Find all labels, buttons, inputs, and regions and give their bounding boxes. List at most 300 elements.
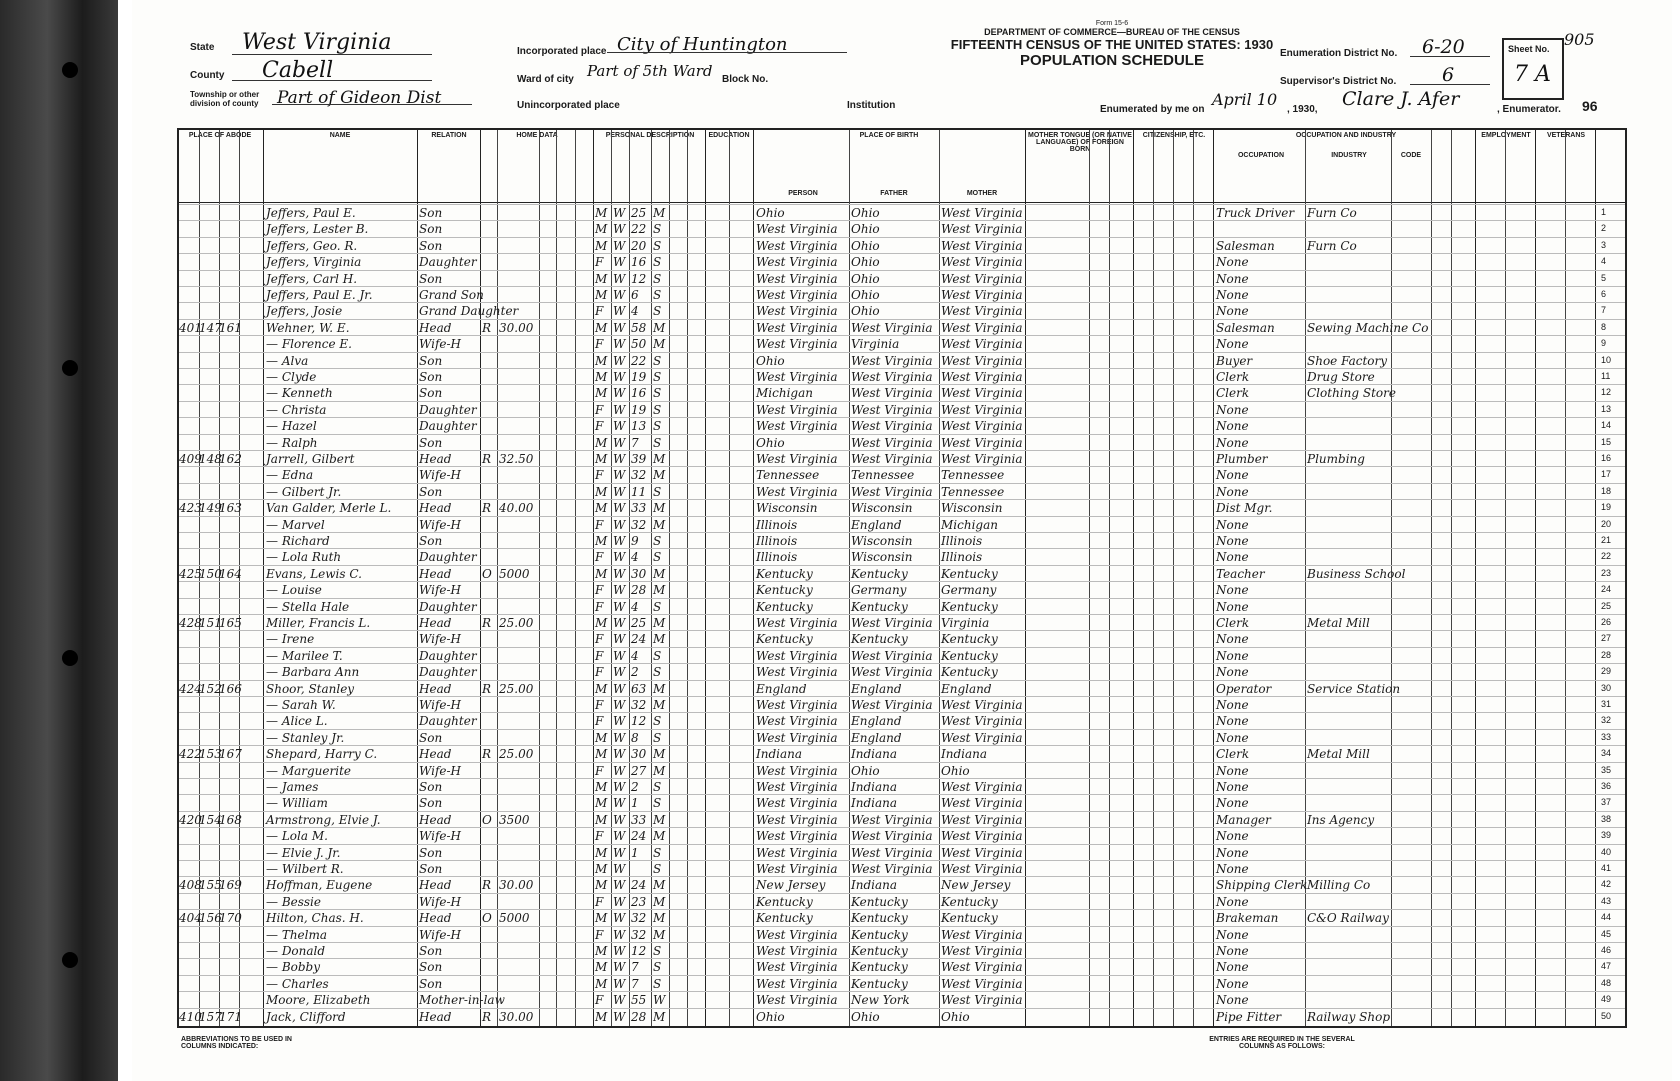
- marital-cell: S: [653, 648, 662, 663]
- home-value-cell: 25.00: [499, 747, 534, 762]
- relation-cell: Daughter: [419, 599, 477, 614]
- relation-cell: Daughter: [419, 714, 477, 729]
- home-owned-cell: R: [482, 501, 492, 516]
- relation-cell: Daughter: [419, 402, 477, 417]
- relation-cell: Daughter: [419, 550, 477, 565]
- line-number: 46: [1601, 945, 1612, 955]
- mother-birthplace-cell: Wisconsin: [941, 501, 1003, 516]
- state-underline: [232, 54, 432, 55]
- family-number-cell: 164: [219, 566, 242, 581]
- age-cell: 33: [631, 812, 647, 827]
- relation-cell: Head: [419, 1009, 452, 1024]
- binding-strip: [0, 0, 118, 1081]
- race-cell: W: [613, 222, 626, 237]
- relation-cell: Son: [419, 796, 443, 811]
- birthplace-cell: West Virginia: [756, 320, 838, 335]
- industry-cell: Furn Co: [1307, 206, 1357, 220]
- group-personal: PERSONAL DESCRIPTION: [605, 132, 695, 139]
- age-cell: 24: [631, 829, 647, 844]
- father-birthplace-cell: Kentucky: [851, 894, 908, 909]
- marital-cell: S: [653, 714, 662, 729]
- line-number: 10: [1601, 354, 1612, 365]
- marital-cell: M: [653, 566, 666, 581]
- line-number: 11: [1601, 371, 1611, 381]
- table-row: [179, 319, 1625, 336]
- name-cell: Wehner, W. E.: [266, 320, 350, 335]
- house-number-cell: 155: [199, 878, 222, 893]
- line-number: 17: [1601, 469, 1612, 480]
- name-cell: Miller, Francis L.: [266, 616, 371, 630]
- mother-birthplace-cell: West Virginia: [941, 862, 1023, 876]
- mother-birthplace-cell: West Virginia: [941, 288, 1023, 302]
- age-cell: 7: [631, 435, 639, 450]
- table-row: [179, 368, 1625, 385]
- relation-cell: Son: [419, 862, 443, 876]
- line-number: 45: [1601, 928, 1612, 939]
- street-number-cell: 409: [179, 452, 202, 466]
- marital-cell: W: [653, 993, 666, 1008]
- age-cell: 22: [631, 353, 647, 368]
- age-cell: 32: [631, 927, 647, 942]
- punch-hole: [62, 62, 78, 78]
- age-cell: 2: [631, 665, 639, 680]
- occupation-cell: Clerk: [1216, 370, 1250, 384]
- street-number-cell: 424: [179, 681, 202, 696]
- occupation-cell: Clerk: [1216, 386, 1250, 401]
- table-row: [179, 893, 1625, 910]
- group-birth: PLACE OF BIRTH: [859, 132, 919, 139]
- sex-cell: M: [595, 1009, 608, 1024]
- home-owned-cell: R: [482, 681, 492, 696]
- name-cell: Jack, Clifford: [266, 1009, 346, 1024]
- race-cell: W: [613, 681, 626, 696]
- enumerator-name: Clare J. Afer: [1342, 88, 1460, 110]
- father-birthplace-cell: West Virginia: [851, 616, 933, 630]
- table-row: [179, 204, 1625, 221]
- marital-cell: M: [653, 337, 666, 352]
- race-cell: W: [613, 238, 626, 253]
- mother-birthplace-cell: West Virginia: [941, 845, 1023, 860]
- age-cell: 39: [631, 452, 647, 466]
- sex-cell: M: [595, 845, 608, 860]
- age-cell: 9: [631, 534, 639, 548]
- race-cell: W: [613, 944, 626, 958]
- relation-cell: Wife-H: [419, 894, 462, 909]
- home-value-cell: 25.00: [499, 616, 534, 630]
- home-owned-cell: R: [482, 616, 492, 630]
- table-row: [179, 548, 1625, 565]
- table-row: [179, 909, 1625, 926]
- race-cell: W: [613, 862, 626, 876]
- relation-cell: Wife-H: [419, 927, 462, 942]
- home-value-cell: 30.00: [499, 878, 534, 893]
- father-birthplace-cell: West Virginia: [851, 386, 933, 401]
- birthplace-cell: West Virginia: [756, 238, 838, 253]
- age-cell: 7: [631, 976, 639, 991]
- mother-birthplace-cell: Kentucky: [941, 599, 998, 614]
- table-row: [179, 466, 1625, 483]
- table-row: [179, 237, 1625, 254]
- father-birthplace-cell: Ohio: [851, 288, 880, 302]
- race-cell: W: [613, 386, 626, 401]
- relation-cell: Wife-H: [419, 632, 462, 647]
- occupation-cell: None: [1216, 780, 1249, 794]
- name-cell: Jeffers, Josie: [266, 304, 343, 319]
- relation-cell: Son: [419, 534, 443, 548]
- house-number-cell: 154: [199, 812, 222, 827]
- sex-cell: F: [595, 632, 604, 647]
- table-row: [179, 483, 1625, 500]
- name-cell: Jeffers, Carl H.: [266, 271, 358, 286]
- home-value-cell: 32.50: [499, 452, 534, 466]
- sex-cell: M: [595, 484, 608, 499]
- table-row: [179, 352, 1625, 369]
- occupation-cell: None: [1216, 271, 1249, 286]
- father-birthplace-cell: Kentucky: [851, 960, 908, 975]
- father-birthplace-cell: West Virginia: [851, 452, 933, 466]
- line-number: 14: [1601, 420, 1612, 431]
- family-number-cell: 168: [219, 812, 242, 827]
- age-cell: 7: [631, 960, 639, 975]
- punch-hole: [62, 360, 78, 376]
- marital-cell: S: [653, 435, 662, 450]
- sex-cell: M: [595, 452, 608, 466]
- birthplace-cell: West Virginia: [756, 993, 838, 1008]
- line-number: 23: [1601, 567, 1612, 578]
- line-number: 26: [1601, 617, 1612, 627]
- father-birthplace-cell: Kentucky: [851, 927, 908, 942]
- marital-cell: S: [653, 960, 662, 975]
- name-cell: — Marilee T.: [266, 648, 343, 663]
- race-cell: W: [613, 993, 626, 1008]
- occupation-cell: None: [1216, 944, 1249, 958]
- mother-birthplace-cell: West Virginia: [941, 435, 1023, 450]
- name-cell: — Stanley Jr.: [266, 730, 345, 745]
- age-cell: 27: [631, 763, 647, 778]
- group-citizenship: CITIZENSHIP, ETC.: [1142, 132, 1206, 139]
- marital-cell: M: [653, 812, 666, 827]
- marital-cell: S: [653, 402, 662, 417]
- marital-cell: S: [653, 730, 662, 745]
- mother-birthplace-cell: West Virginia: [941, 320, 1023, 335]
- name-cell: — Marguerite: [266, 763, 352, 778]
- home-value-cell: 30.00: [499, 1009, 534, 1024]
- name-cell: — Gilbert Jr.: [266, 484, 342, 499]
- race-cell: W: [613, 911, 626, 926]
- table-row: [179, 565, 1625, 582]
- census-sheet: [132, 0, 1672, 1081]
- street-number-cell: 425: [179, 566, 202, 581]
- mother-birthplace-cell: West Virginia: [941, 255, 1023, 270]
- marital-cell: M: [653, 763, 666, 778]
- supervisor-label: Supervisor's District No.: [1280, 76, 1397, 87]
- marital-cell: S: [653, 484, 662, 499]
- father-birthplace-cell: England: [851, 517, 902, 532]
- father-birthplace-cell: Ohio: [851, 1009, 880, 1024]
- birthplace-cell: West Virginia: [756, 419, 838, 434]
- sex-cell: M: [595, 566, 608, 581]
- father-birthplace-cell: Kentucky: [851, 632, 908, 647]
- street-number-cell: 408: [179, 878, 202, 893]
- sex-cell: M: [595, 501, 608, 516]
- mother-birthplace-cell: Tennessee: [941, 468, 1005, 483]
- age-cell: 11: [631, 484, 647, 499]
- relation-cell: Son: [419, 976, 443, 991]
- birthplace-cell: Tennessee: [756, 468, 820, 483]
- relation-cell: Head: [419, 681, 452, 696]
- home-value-cell: 3500: [499, 812, 530, 827]
- marital-cell: S: [653, 599, 662, 614]
- table-row: [179, 696, 1625, 713]
- occupation-cell: Manager: [1216, 812, 1271, 827]
- block-label: Block No.: [722, 74, 769, 85]
- birthplace-cell: Ohio: [756, 353, 785, 368]
- father-birthplace-cell: Ohio: [851, 255, 880, 270]
- race-cell: W: [613, 517, 626, 532]
- race-cell: W: [613, 1009, 626, 1024]
- relation-cell: Son: [419, 238, 443, 253]
- state-value: West Virginia: [242, 30, 392, 55]
- line-number: 27: [1601, 633, 1612, 644]
- age-cell: 6: [631, 288, 639, 302]
- name-cell: Jeffers, Paul E.: [266, 206, 356, 220]
- father-birthplace-cell: Indiana: [851, 796, 898, 811]
- race-cell: W: [613, 271, 626, 286]
- race-cell: W: [613, 845, 626, 860]
- sex-cell: F: [595, 304, 604, 319]
- header-divider: [179, 202, 1625, 203]
- relation-cell: Son: [419, 780, 443, 794]
- race-cell: W: [613, 780, 626, 794]
- line-number: 48: [1601, 977, 1612, 988]
- family-number-cell: 169: [219, 878, 242, 893]
- age-cell: 32: [631, 911, 647, 926]
- occupation-cell: Operator: [1216, 681, 1272, 696]
- race-cell: W: [613, 812, 626, 827]
- enumerated-label: Enumerated by me on: [1100, 104, 1205, 115]
- incorporated-underline: [607, 52, 847, 53]
- father-birthplace-cell: West Virginia: [851, 812, 933, 827]
- table-row: [179, 450, 1625, 467]
- occupation-cell: Buyer: [1216, 353, 1253, 368]
- birthplace-cell: West Virginia: [756, 780, 838, 794]
- age-cell: 12: [631, 271, 647, 286]
- race-cell: W: [613, 288, 626, 302]
- marital-cell: M: [653, 927, 666, 942]
- father-birthplace-cell: West Virginia: [851, 320, 933, 335]
- birthplace-cell: West Virginia: [756, 370, 838, 384]
- name-cell: Shepard, Harry C.: [266, 747, 378, 762]
- relation-cell: Daughter: [419, 419, 477, 434]
- age-cell: 23: [631, 894, 647, 909]
- father-birthplace-cell: Ohio: [851, 206, 880, 220]
- marital-cell: M: [653, 583, 666, 598]
- sex-cell: M: [595, 681, 608, 696]
- marital-cell: S: [653, 353, 662, 368]
- table-row: [179, 712, 1625, 729]
- marital-cell: S: [653, 255, 662, 270]
- footer-instructions: [177, 1030, 1627, 1070]
- relation-cell: Son: [419, 435, 443, 450]
- line-number: 25: [1601, 600, 1612, 611]
- occupation-cell: Plumber: [1216, 452, 1268, 466]
- father-birthplace-cell: Germany: [851, 583, 907, 598]
- race-cell: W: [613, 255, 626, 270]
- table-row: [179, 762, 1625, 779]
- father-birthplace-cell: Wisconsin: [851, 550, 913, 565]
- relation-cell: Wife-H: [419, 829, 462, 844]
- race-cell: W: [613, 566, 626, 581]
- occupation-cell: None: [1216, 763, 1249, 778]
- street-number-cell: 404: [179, 911, 202, 926]
- township-label: Township or other division of county: [190, 90, 260, 108]
- birthplace-cell: West Virginia: [756, 812, 838, 827]
- occupation-cell: None: [1216, 288, 1249, 302]
- relation-cell: Grand Son: [419, 288, 484, 302]
- relation-cell: Son: [419, 206, 443, 220]
- street-number-cell: 401: [179, 320, 202, 335]
- birthplace-cell: West Virginia: [756, 452, 838, 466]
- abbreviations-heading: ABBREVIATIONS TO BE USED IN COLUMNS INDICATED:: [181, 1036, 292, 1050]
- title-block: [872, 20, 1352, 69]
- occupation-cell: None: [1216, 435, 1249, 450]
- entries-heading: ENTRIES ARE REQUIRED IN THE SEVERAL COLUMNS AS FOLLOWS:: [1209, 1036, 1355, 1050]
- line-number: 1: [1601, 207, 1607, 217]
- marital-cell: S: [653, 550, 662, 565]
- race-cell: W: [613, 550, 626, 565]
- form-number: Form 15-6: [1095, 20, 1129, 27]
- birthplace-cell: Kentucky: [756, 583, 813, 598]
- schedule-title: POPULATION SCHEDULE: [1020, 52, 1204, 69]
- age-cell: 22: [631, 222, 647, 237]
- occupation-cell: None: [1216, 304, 1249, 319]
- table-row: [179, 417, 1625, 434]
- age-cell: 2: [631, 780, 639, 794]
- family-number-cell: 162: [219, 452, 242, 466]
- birth-mother: MOTHER: [966, 190, 998, 197]
- mother-birthplace-cell: West Virginia: [941, 206, 1023, 220]
- race-cell: W: [613, 501, 626, 516]
- age-cell: 63: [631, 681, 647, 696]
- occupation-cell: Shipping Clerk: [1216, 878, 1308, 893]
- name-cell: — Florence E.: [266, 337, 352, 352]
- family-number-cell: 170: [219, 911, 242, 926]
- occupation-cell: None: [1216, 927, 1249, 942]
- table-row: [179, 302, 1625, 319]
- table-row: [179, 778, 1625, 795]
- age-cell: 32: [631, 468, 647, 483]
- occupation-cell: Clerk: [1216, 747, 1250, 762]
- age-cell: 1: [631, 796, 639, 811]
- race-cell: W: [613, 665, 626, 680]
- family-number-cell: 163: [219, 501, 242, 516]
- father-birthplace-cell: Kentucky: [851, 911, 908, 926]
- occupation-cell: None: [1216, 419, 1249, 434]
- marital-cell: M: [653, 517, 666, 532]
- race-cell: W: [613, 829, 626, 844]
- sex-cell: M: [595, 780, 608, 794]
- line-number: 42: [1601, 879, 1612, 890]
- ward-value: Part of 5th Ward: [587, 62, 713, 80]
- race-cell: W: [613, 452, 626, 466]
- mother-birthplace-cell: West Virginia: [941, 304, 1023, 319]
- birthplace-cell: England: [756, 681, 807, 696]
- marital-cell: S: [653, 271, 662, 286]
- relation-cell: Head: [419, 616, 452, 630]
- page-number: 96: [1582, 98, 1598, 114]
- sex-cell: M: [595, 222, 608, 237]
- enum-district-value: 6-20: [1422, 36, 1465, 58]
- name-cell: — Bobby: [266, 960, 320, 975]
- birthplace-cell: West Virginia: [756, 862, 838, 876]
- age-cell: 33: [631, 501, 647, 516]
- line-number: 49: [1601, 994, 1612, 1005]
- mother-birthplace-cell: Ohio: [941, 763, 970, 778]
- marital-cell: M: [653, 206, 666, 220]
- sex-cell: M: [595, 534, 608, 548]
- name-cell: Armstrong, Elvie J.: [266, 812, 381, 827]
- birthplace-cell: Kentucky: [756, 632, 813, 647]
- sex-cell: M: [595, 976, 608, 991]
- mother-birthplace-cell: England: [941, 681, 992, 696]
- age-cell: 4: [631, 550, 639, 565]
- relation-cell: Son: [419, 730, 443, 745]
- occupation-cell: None: [1216, 862, 1249, 876]
- home-value-cell: 5000: [499, 911, 530, 926]
- street-number-cell: 428: [179, 616, 202, 630]
- line-number: 9: [1601, 338, 1607, 349]
- marital-cell: M: [653, 468, 666, 483]
- occupation-cell: Brakeman: [1216, 911, 1279, 926]
- mother-birthplace-cell: Tennessee: [941, 484, 1005, 499]
- mother-birthplace-cell: West Virginia: [941, 271, 1023, 286]
- marital-cell: M: [653, 501, 666, 516]
- name-cell: — Marvel: [266, 517, 325, 532]
- birthplace-cell: Ohio: [756, 206, 785, 220]
- race-cell: W: [613, 648, 626, 663]
- marital-cell: S: [653, 222, 662, 237]
- relation-cell: Head: [419, 878, 452, 893]
- mother-birthplace-cell: West Virginia: [941, 419, 1023, 434]
- birthplace-cell: Kentucky: [756, 599, 813, 614]
- father-birthplace-cell: West Virginia: [851, 862, 933, 876]
- industry-cell: Clothing Store: [1307, 386, 1396, 401]
- mother-birthplace-cell: Kentucky: [941, 566, 998, 581]
- home-owned-cell: O: [482, 911, 492, 926]
- relation-cell: Head: [419, 452, 452, 466]
- sheet-label: Sheet No.: [1508, 44, 1550, 54]
- father-birthplace-cell: Ohio: [851, 763, 880, 778]
- name-cell: — Edna: [266, 468, 314, 483]
- unincorporated-label: Unincorporated place: [517, 100, 620, 111]
- age-cell: 25: [631, 206, 647, 220]
- occupation-cell: None: [1216, 993, 1249, 1008]
- sex-cell: M: [595, 288, 608, 302]
- birthplace-cell: West Virginia: [756, 763, 838, 778]
- age-cell: 4: [631, 599, 639, 614]
- table-row: [179, 926, 1625, 943]
- house-number-cell: 152: [199, 681, 222, 696]
- race-cell: W: [613, 583, 626, 598]
- relation-cell: Son: [419, 960, 443, 975]
- mother-birthplace-cell: West Virginia: [941, 714, 1023, 729]
- occupation-cell: Teacher: [1216, 566, 1265, 581]
- age-cell: 16: [631, 255, 647, 270]
- relation-cell: Wife-H: [419, 517, 462, 532]
- township-underline: [272, 104, 472, 105]
- name-cell: — James: [266, 780, 319, 794]
- sex-cell: M: [595, 206, 608, 220]
